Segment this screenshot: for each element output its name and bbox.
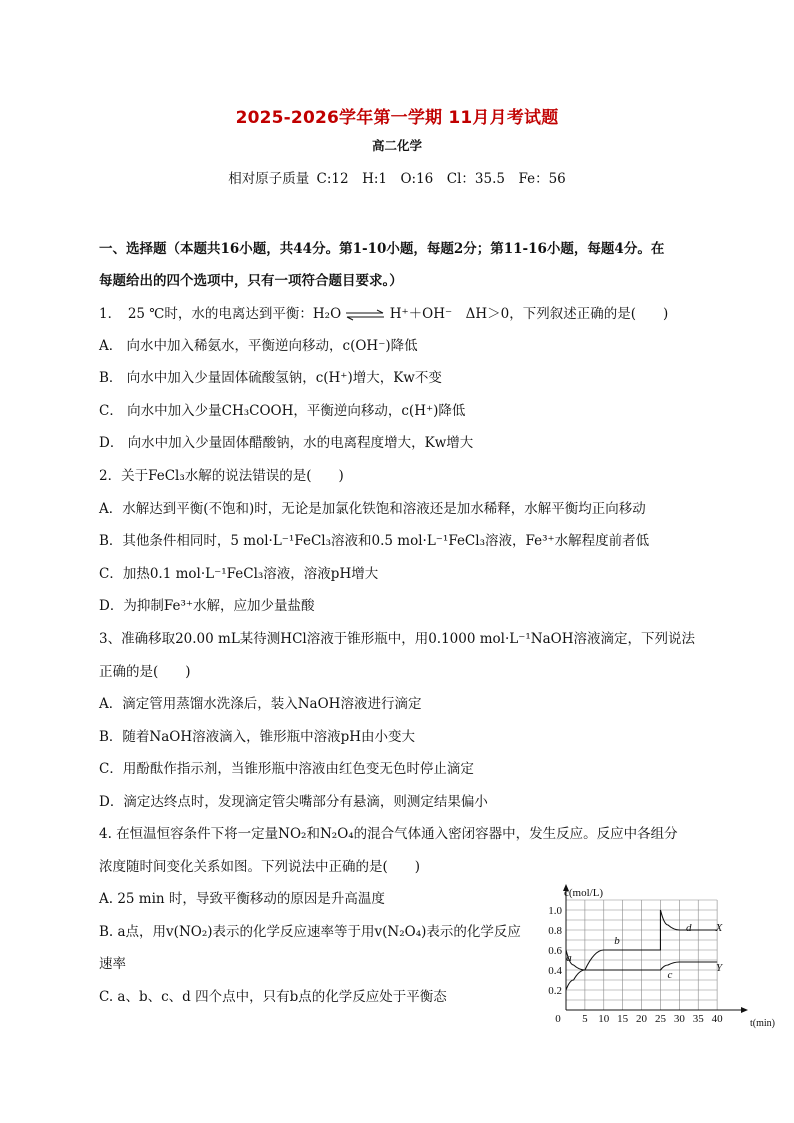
x-tick-label: 20 [636,1013,648,1025]
x-tick-label: 5 [582,1013,588,1025]
q3-option-a: A．滴定管用蒸馏水洗涤后，装入NaOH溶液进行滴定 [99,696,422,712]
point-label: b [614,935,620,947]
point-label: d [686,922,692,934]
q3-option-c: C．用酚酞作指示剂，当锥形瓶中溶液由红色变无色时停止滴定 [99,761,474,777]
q4-option-c: C. a、b、c、d 四个点中，只有b点的化学反应处于平衡态 [99,989,447,1005]
exam-subtitle: 高二化学 [371,138,422,153]
q2-option-b: B．其他条件相同时，5 mol·L⁻¹FeCl₃溶液和0.5 mol·L⁻¹FeCl₃溶液，Fe³⁺水解程度前者低 [99,533,650,549]
q3-option-d: D．滴定达终点时，发现滴定管尖嘴部分有悬滴，则测定结果偏小 [99,794,488,810]
equilibrium-arrow-icon [345,310,385,320]
x-axis-arrow-icon [741,1007,748,1013]
q4-stem-line2: 浓度随时间变化关系如图。下列说法中正确的是( ) [99,859,421,875]
point-label: Y [715,962,723,974]
concentration-time-chart [540,880,775,1030]
point-label: a [566,952,572,964]
q1-option-c: C． 向水中加入少量CH₃COOH，平衡逆向移动，c(H⁺)降低 [99,403,466,419]
q3-stem-line1: 3、准确移取20.00 mL某待测HCl溶液于锥形瓶中，用0.1000 mol·L⁻¹NaOH溶液滴定，下列说法 [99,631,695,647]
q2-stem: 2．关于FeCl₃水解的说法错误的是( ) [99,468,344,484]
x-tick-label: 0 [555,1013,561,1025]
q2-option-c: C．加热0.1 mol·L⁻¹FeCl₃溶液，溶液pH增大 [99,566,379,582]
section-heading-line1: 一、选择题（本题共16小题，共44分。第1-10小题，每题2分；第11-16小题，每题4分。在 [99,241,665,257]
q3-stem-line2: 正确的是( ) [99,664,191,680]
x-tick-label: 35 [692,1013,704,1025]
q1-option-b: B． 向水中加入少量固体硫酸氢钠，c(H⁺)增大，Kw不变 [99,370,442,386]
x-tick-label: 25 [654,1013,666,1025]
x-tick-label: 40 [711,1013,723,1025]
q4-option-b: B. a点，用v(NO₂)表示的化学反应速率等于用v(N₂O₄)表示的化学反应 [99,924,521,940]
q4-option-b-cont: 速率 [99,956,126,972]
y-axis-label: c(mol/L) [564,887,604,899]
q1-stem [99,302,668,322]
x-tick-label: 15 [617,1013,629,1025]
q1-stem-suffix: H⁺＋OH⁻ ΔH＞0，下列叙述正确的是( ) [389,306,669,322]
y-tick-label: 0.2 [548,985,562,997]
section-heading-line2: 每题给出的四个选项中，只有一项符合题目要求。） [99,273,403,289]
x-tick-label: 30 [673,1013,685,1025]
y-tick-label: 0.6 [548,945,562,957]
q4-option-a: A. 25 min 时，导致平衡移动的原因是升高温度 [99,891,385,907]
q2-option-d: D．为抑制Fe³⁺水解，应加少量盐酸 [99,598,315,614]
y-tick-label: 0.8 [548,925,562,937]
x-tick-label: 10 [598,1013,610,1025]
y-tick-label: 1.0 [548,905,562,917]
q1-option-d: D． 向水中加入少量固体醋酸钠，水的电离程度增大，Kw增大 [99,435,474,451]
q1-option-a: A． 向水中加入稀氨水，平衡逆向移动，c(OH⁻)降低 [99,338,418,354]
point-label: c [667,969,673,981]
q3-option-b: B．随着NaOH溶液滴入，锥形瓶中溶液pH由小变大 [99,729,416,745]
q1-stem-prefix: 1． 25 ℃时，水的电离达到平衡：H₂O [99,306,342,322]
y-tick-label: 0.4 [548,965,562,977]
q4-stem-line1: 4. 在恒温恒容条件下将一定量NO₂和N₂O₄的混合气体通入密闭容器中，发生反应。反应中各组分 [99,826,678,842]
atomic-masses: 相对原子质量 C:12 H:1 O:16 Cl：35.5 Fe：56 [228,171,566,187]
exam-title: 2025-2026学年第一学期 11月月考试题 [235,108,559,128]
x-axis-label: t(min) [750,1018,775,1029]
q2-option-a: A．水解达到平衡(不饱和)时，无论是加氯化铁饱和溶液还是加水稀释，水解平衡均正向移动 [99,501,646,517]
point-label: X [715,922,723,934]
